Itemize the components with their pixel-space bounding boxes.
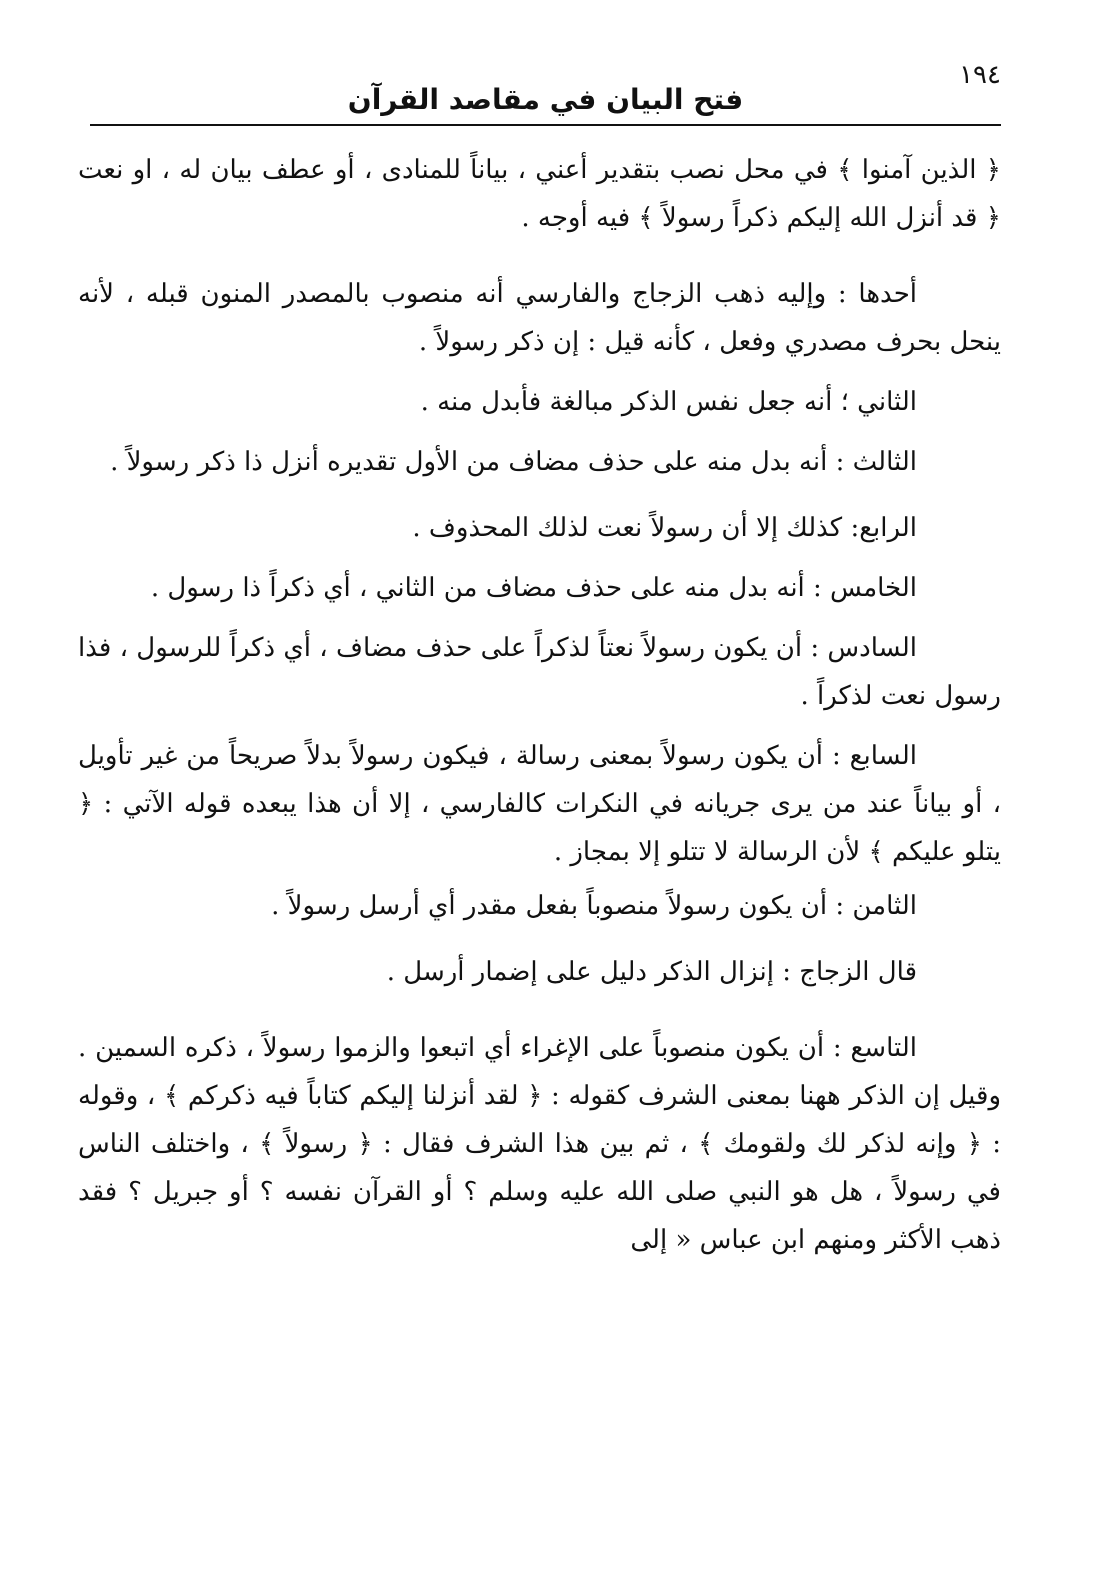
running-title: فتح البيان في مقاصد القرآن (347, 83, 744, 116)
paragraph: الخامس : أنه بدل منه على حذف مضاف من الثاني ، أي ذكراً ذا رسول . (150, 573, 917, 603)
paragraph: قال الزجاج : إنزال الذكر دليل على إضمار أرسل . (386, 957, 917, 987)
header-rule (90, 124, 1001, 126)
page-number: ١٩٤ (959, 60, 1001, 90)
paragraph: ﴿ الذين آمنوا ﴾ في محل نصب بتقدير أعني ، بياناً للمنادى ، أو عطف بيان له ، او نعت ﴿ قد أنزل الله إليكم ذكراً رسولاً ﴾ فيه أوجه . (78, 155, 1001, 233)
paragraph: الثالث : أنه بدل منه على حذف مضاف من الأول تقديره أنزل ذا ذكر رسولاً . (110, 447, 917, 477)
page-header (90, 58, 1001, 124)
paragraph: التاسع : أن يكون منصوباً على الإغراء أي اتبعوا والزموا رسولاً ، ذكره السمين . وقيل إن الذكر ههنا بمعنى الشرف كقوله : ﴿ لقد أنزلنا إليكم كتاباً فيه ذكركم ﴾ ، وقوله : ﴿ وإنه لذكر لك ولقومك ﴾ ، ثم بين هذا الشرف فقال : ﴿ رسولاً ﴾ ، واختلف الناس في رسولاً ، هل هو النبي صلى الله عليه وسلم ؟ أو القرآن نفسه ؟ أو جبريل ؟ فقد ذهب الأكثر ومنهم ابن عباس « إلى (78, 1033, 1001, 1255)
paragraph: الثامن : أن يكون رسولاً منصوباً بفعل مقدر أي أرسل رسولاً . (271, 891, 917, 921)
paragraph: الرابع: كذلك إلا أن رسولاً نعت لذلك المحذوف . (412, 513, 917, 543)
paragraph: الثاني ؛ أنه جعل نفس الذكر مبالغة فأبدل منه . (420, 387, 917, 417)
page-body (78, 146, 1001, 1264)
paragraph: السادس : أن يكون رسولاً نعتاً لذكراً على حذف مضاف ، أي ذكراً للرسول ، فذا رسول نعت لذكراً . (78, 633, 1001, 711)
paragraph: أحدها : وإليه ذهب الزجاج والفارسي أنه منصوب بالمصدر المنون قبله ، لأنه ينحل بحرف مصدري وفعل ، كأنه قيل : إن ذكر رسولاً . (78, 279, 1001, 357)
paragraph: السابع : أن يكون رسولاً بمعنى رسالة ، فيكون رسولاً بدلاً صريحاً من غير تأويل ، أو بياناً عند من يرى جريانه في النكرات كالفارسي ، إلا أن هذا يبعده قوله الآتي : ﴿ يتلو عليكم ﴾ لأن الرسالة لا تتلو إلا بمجاز . (78, 741, 1001, 867)
